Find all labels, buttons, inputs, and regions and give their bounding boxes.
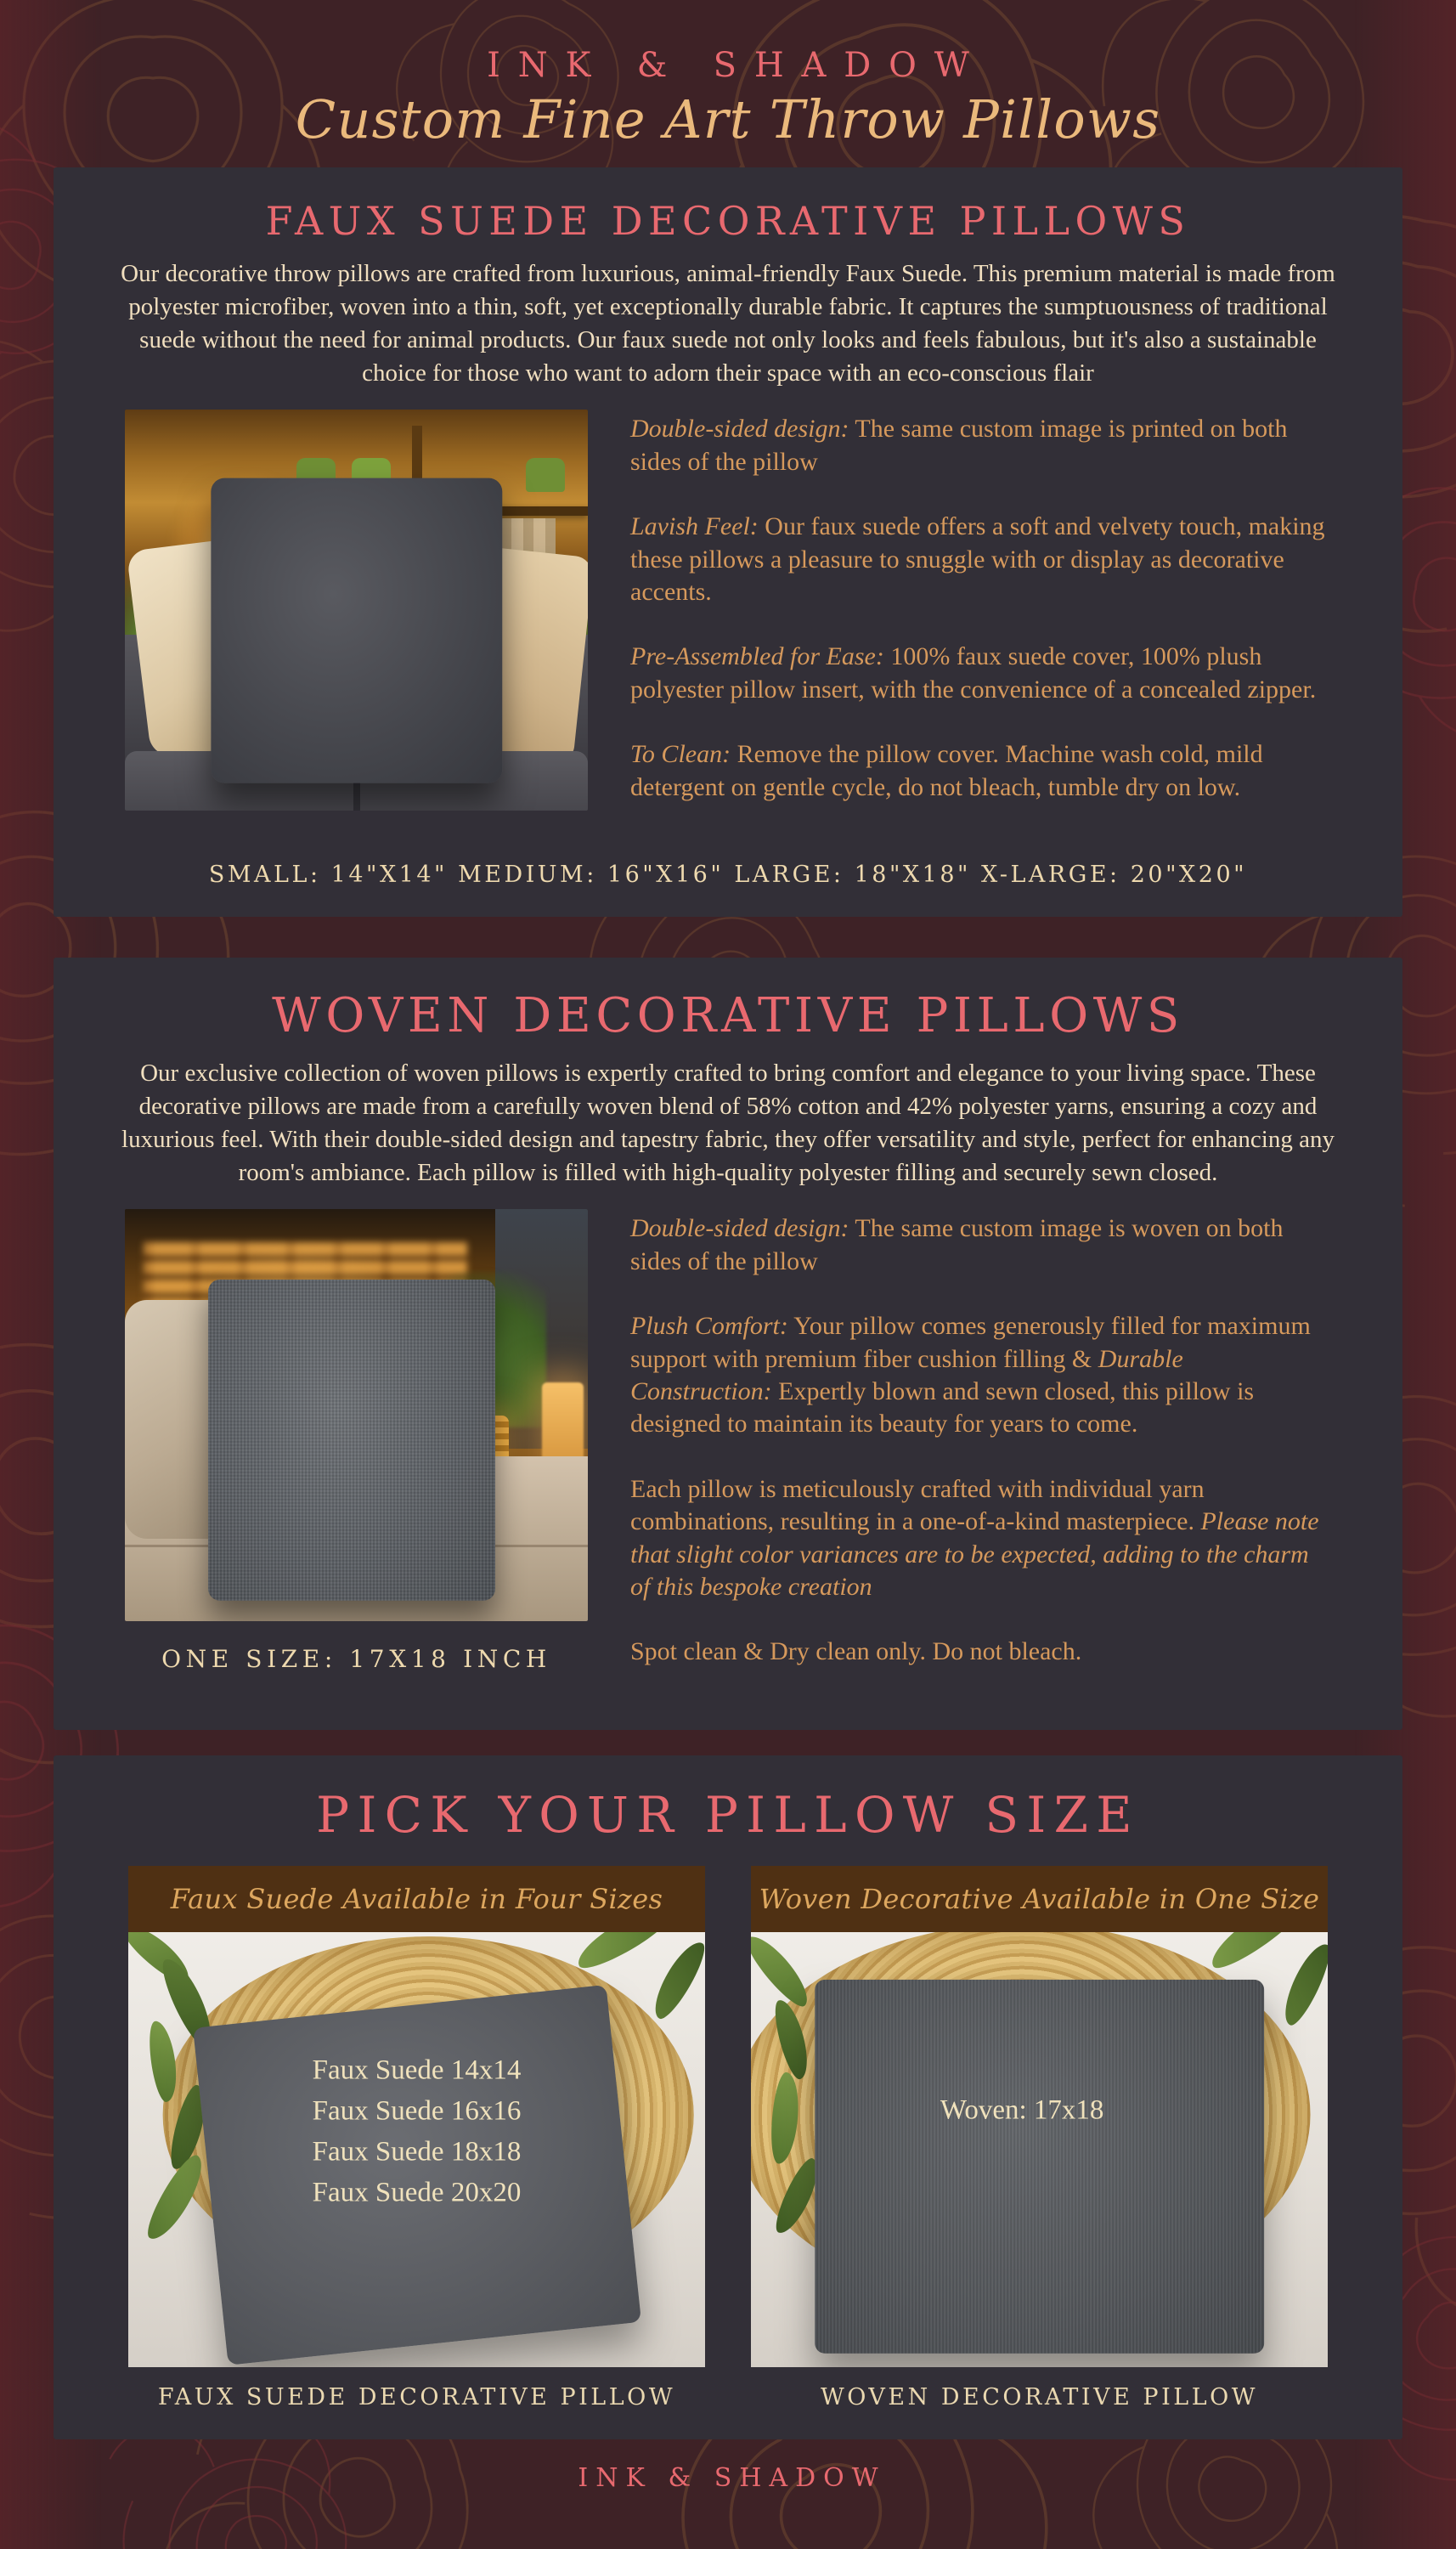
- feature-item: Pre-Assembled for Ease: 100% faux suede cover, 100% plush polyester pillow insert, with the convenience of a concealed zipper.: [630, 642, 1317, 704]
- faux-suede-size-photo: [128, 1932, 705, 2367]
- feature-item: Double-sided design: The same custom image is printed on both sides of the pillow: [630, 415, 1288, 476]
- woven-size-caption: WOVEN DECORATIVE PILLOW: [820, 2383, 1259, 2411]
- woven-section: [54, 958, 1402, 1730]
- overlay-line: Faux Suede 16x16: [312, 2095, 522, 2127]
- photo-faux-suede-pillow: [211, 478, 502, 783]
- faux-suede-description: Our decorative throw pillows are crafted from luxurious, animal-friendly Faux Suede. This premium material is made from polyester microfiber, woven into a thin, soft, yet exceptionally durable fabric. It captures the sumptuousness of traditional suede without the need for animal products. Our faux suede not only looks and feels fabulous, but it's also a sustainable choice for those who want to adorn their space with an eco-conscious flair: [121, 260, 1335, 387]
- woven-size-photo: [751, 1932, 1328, 2367]
- faux-suede-size-caption: FAUX SUEDE DECORATIVE PILLOW: [157, 2383, 676, 2411]
- brand-tagline: Custom Fine Art Throw Pillows: [295, 88, 1161, 150]
- faux-suede-title: FAUX SUEDE DECORATIVE PILLOWS: [265, 198, 1191, 244]
- feature-item: Spot clean & Dry clean only. Do not bleach.: [630, 1637, 1082, 1666]
- overlay-line: Faux Suede 20x20: [312, 2177, 522, 2208]
- feature-item: Plush Comfort: Your pillow comes generously filled for maximum support with premium fiber cushion filling & Durable Construction: Expertly blown and sewn closed, this pillow is designed to maintain its beauty for years to come.: [630, 1312, 1311, 1438]
- woven-content-row: [93, 1209, 1363, 1700]
- feature-item: Each pillow is meticulously crafted with individual yarn combinations, resulting in a one-of-a-kind masterpiece. Please note that slight color variances are to be expected, adding to the charm of this bespoke creation: [630, 1474, 1319, 1601]
- faux-suede-size-column: [128, 1866, 705, 2411]
- woven-size-column: [751, 1866, 1328, 2411]
- feature-item: To Clean: Remove the pillow cover. Machine wash cold, mild detergent on gentle cycle, do not bleach, tumble dry on low.: [630, 740, 1263, 801]
- photo-shelf-plant: [526, 458, 565, 492]
- size-picker-grid: [93, 1866, 1363, 2411]
- footer-brand-name: INK & SHADOW: [578, 2462, 886, 2493]
- woven-size-line: ONE SIZE: 17X18 INCH: [161, 1645, 551, 1674]
- woven-photo-column: [125, 1209, 588, 1700]
- faux-suede-lifestyle-photo: [125, 410, 588, 811]
- page-header: [0, 0, 1456, 150]
- size-picker-section: [54, 1755, 1402, 2439]
- brand-name: INK & SHADOW: [487, 46, 987, 85]
- woven-description: Our exclusive collection of woven pillows is expertly crafted to bring comfort and elegance to your living space. These decorative pillows are made from a carefully woven blend of 58% cotton and 42% polyester yarns, ensuring a cozy and luxurious feel. With their double-sided design and tapestry fabric, they offer versatility and style, perfect for enhancing any room's ambiance. Each pillow is filled with high-quality polyester filling and securely sewn closed.: [121, 1059, 1335, 1186]
- faux-suede-sizes-line: SMALL: 14"X14" MEDIUM: 16"X16" LARGE: 18"X18" X-LARGE: 20"X20": [208, 861, 1248, 888]
- woven-lifestyle-photo: [125, 1209, 588, 1621]
- overlay-line: Faux Suede 14x14: [312, 2054, 522, 2086]
- faux-suede-size-header: Faux Suede Available in Four Sizes: [128, 1866, 705, 1932]
- faux-suede-size-overlay: [313, 2051, 522, 2213]
- overlay-line: Faux Suede 18x18: [312, 2136, 522, 2167]
- feature-item: Lavish Feel: Our faux suede offers a soft and velvety touch, making these pillows a pleasure to snuggle with or display as decorative accents.: [630, 512, 1325, 606]
- woven-size-overlay: Woven: 17x18: [940, 2094, 1104, 2126]
- faux-suede-feature-list: [630, 410, 1327, 836]
- photo-woven-pillow: [815, 1980, 1265, 2354]
- woven-feature-list: [630, 1209, 1327, 1700]
- woven-title: WOVEN DECORATIVE PILLOWS: [272, 987, 1184, 1043]
- woven-size-header: Woven Decorative Available in One Size: [751, 1866, 1328, 1932]
- photo-woven-pillow: [208, 1280, 495, 1601]
- faux-suede-content-row: [93, 410, 1363, 836]
- size-picker-title: PICK YOUR PILLOW SIZE: [316, 1785, 1140, 1844]
- faux-suede-section: [54, 167, 1402, 917]
- page-footer: [0, 2463, 1456, 2493]
- feature-item: Double-sided design: The same custom image is woven on both sides of the pillow: [630, 1214, 1284, 1275]
